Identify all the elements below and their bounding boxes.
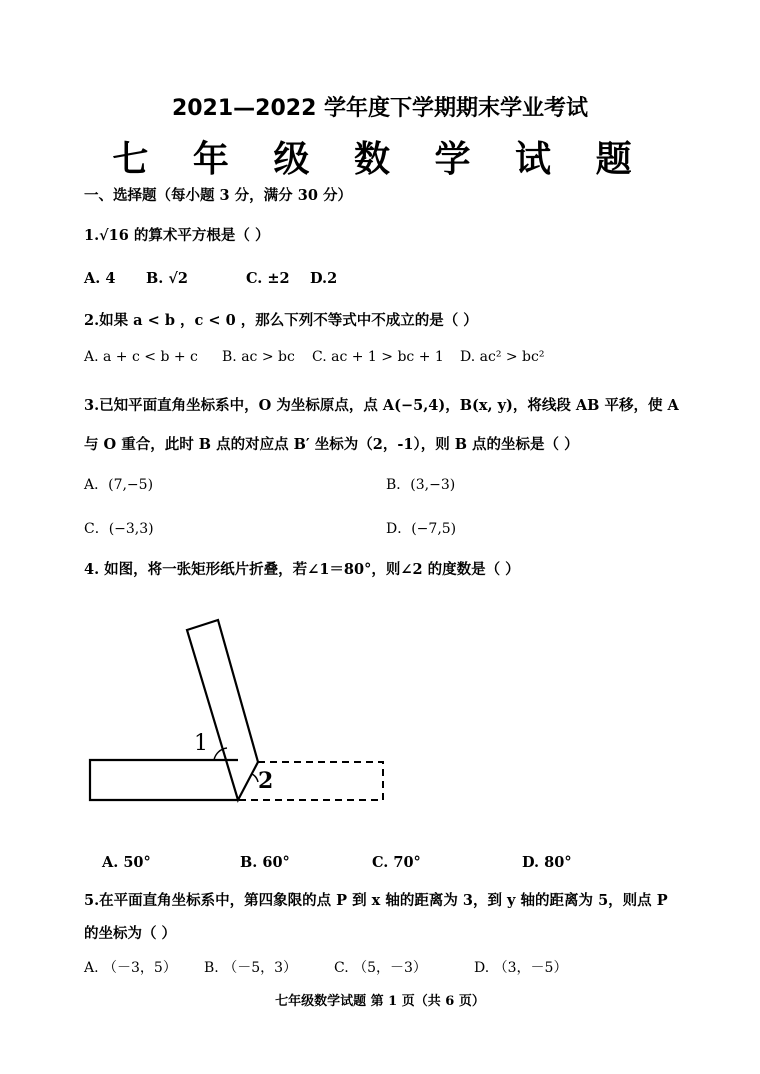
question-1-option-c: C. ±2 xyxy=(246,270,290,287)
question-3-option-b: B．(3,−3) xyxy=(386,477,456,493)
question-3-option-d: D．(−7,5) xyxy=(386,521,457,537)
angle-2-label: 2 xyxy=(258,768,274,794)
exam-title: 2021—2022 学年度下学期期末学业考试 xyxy=(171,96,589,121)
question-2-option-c: C. ac + 1 > bc + 1 xyxy=(312,349,444,365)
exam-subtitle: 七 年 级 数 学 试 题 xyxy=(112,138,648,180)
question-4-option-c: C. 70° xyxy=(372,854,421,871)
question-1-stem: 1.√16 的算术平方根是（ ） xyxy=(84,227,270,244)
question-4-option-b: B. 60° xyxy=(240,854,290,871)
question-4-option-d: D. 80° xyxy=(522,854,572,871)
page-footer: 七年级数学试题 第 1 页（共 6 页） xyxy=(275,994,485,1009)
question-5-option-d: D. （3，－5） xyxy=(474,960,568,976)
question-5-option-a: A. （－3，5） xyxy=(84,960,177,976)
question-3-option-a: A．(7,−5) xyxy=(84,477,154,493)
question-3-option-c: C．(−3,3) xyxy=(84,521,154,537)
question-3-stem-line1: 3.已知平面直角坐标系中，O 为坐标原点，点 A(−5,4)，B(x, y)，将线段 AB 平移，使 A xyxy=(84,397,679,414)
question-1-option-a: A. 4 xyxy=(84,270,116,287)
question-5-option-b: B. （－5，3） xyxy=(204,960,298,976)
question-4-stem: 4. 如图，将一张矩形纸片折叠，若∠1＝80°，则∠2 的度数是（ ） xyxy=(84,561,520,578)
angle-1-label: 1 xyxy=(194,731,208,756)
question-2-option-d: D. ac² > bc² xyxy=(460,349,545,365)
question-2-stem: 2.如果 a < b ，c < 0 ，那么下列不等式中不成立的是（ ） xyxy=(84,312,478,329)
question-5-stem-line1: 5.在平面直角坐标系中，第四象限的点 P 到 x 轴的距离为 3，到 y 轴的距离为 5，则点 P xyxy=(84,892,668,909)
folded-paper-figure xyxy=(80,610,400,810)
section-heading: 一、选择题（每小题 3 分，满分 30 分） xyxy=(84,187,352,204)
question-3-stem-line2: 与 O 重合，此时 B 点的对应点 B′ 坐标为（2，-1），则 B 点的坐标是（ ） xyxy=(84,436,579,453)
question-2-option-b: B. ac > bc xyxy=(222,349,295,365)
base-strip xyxy=(90,760,238,800)
question-5-stem-line2: 的坐标为（ ） xyxy=(84,925,177,942)
question-2-option-a: A. a + c < b + c xyxy=(84,349,198,365)
question-1-option-d: D.2 xyxy=(310,270,338,287)
question-4-option-a: A. 50° xyxy=(102,854,151,871)
question-5-option-c: C. （5，－3） xyxy=(334,960,427,976)
folded-strip xyxy=(187,620,258,800)
question-1-option-b: B. √2 xyxy=(146,270,188,287)
